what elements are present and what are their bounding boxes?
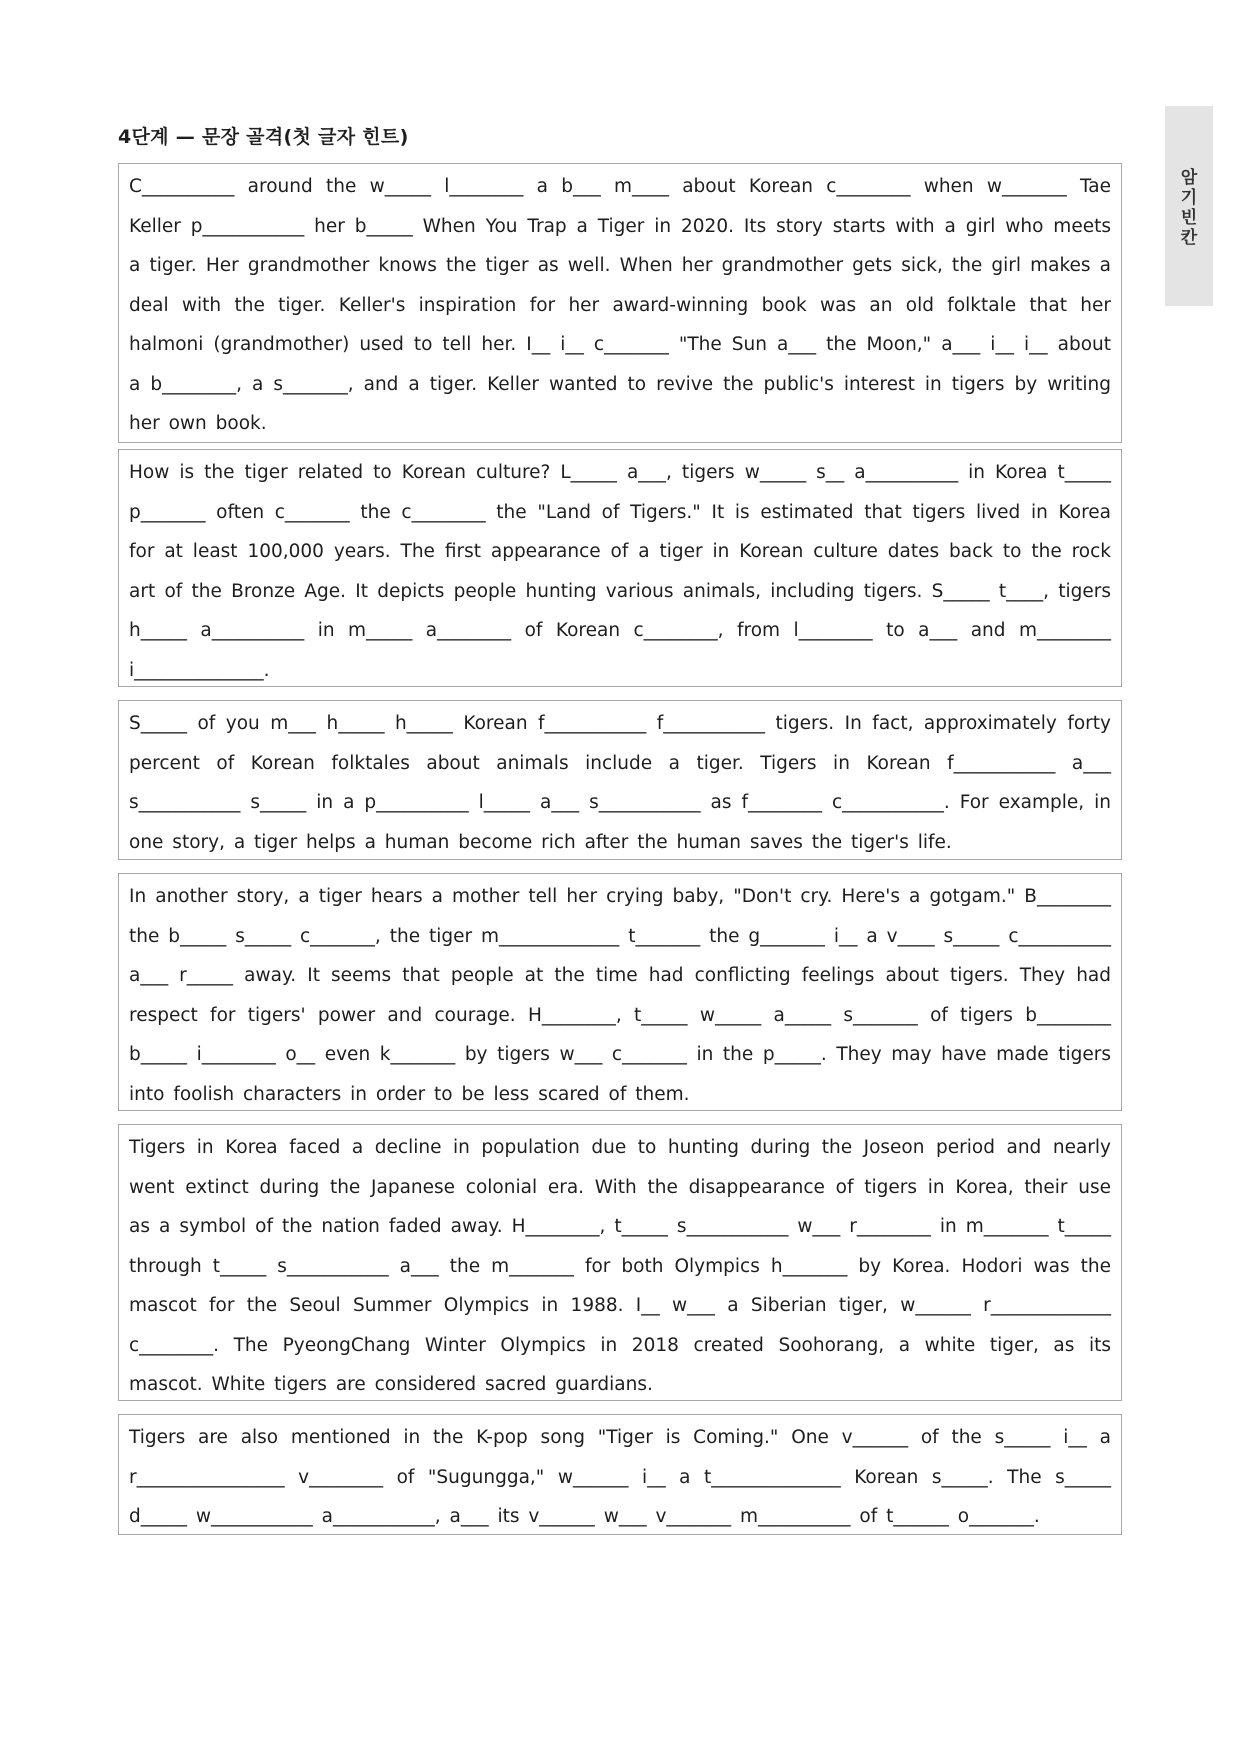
passage-box-5: Tigers in Korea faced a decline in population due to hunting during the Joseon period and nearly went extinct during the Japanese colonial era. With the disappearance of tigers in Korea, their use as a symbol of the nation faded away. H________, t_____ s___________ w___ r________ in m_______ t_____ through t_____ s___________ a___ the m_______ for both Olympics h_______ by Korea. Hodori was the mascot for the Seoul Summer Olympics in 1988. I__ w___ a Siberian tiger, w______ r_____________ c________. The PyeongChang Winter Olympics in 2018 created Soohorang, a white tiger, as its mascot. White tigers are considered sacred guardians. — [118, 1124, 1122, 1401]
side-tab — [1165, 106, 1213, 306]
passage-box-3: S_____ of you m___ h_____ h_____ Korean f___________ f___________ tigers. In fact, approximately forty percent of Korean folktales about animals include a tiger. Tigers in Korean f___________ a___ s___________ s_____ in a p__________ l_____ a___ s___________ as f________ c___________. For example, in one story, a tiger helps a human become rich after the human saves the tiger's life. — [118, 700, 1122, 860]
page-heading: 4단계 — 문장 골격(첫 글자 힌트) — [118, 126, 409, 148]
passage-box-6: Tigers are also mentioned in the K-pop song "Tiger is Coming." One v______ of the s_____ i__ a r________________ v________ of "Sugungga," w______ i__ a t______________ Korean s_____. The s_____ d_____ w___________ a___________, a___ its v______ w___ v_______ m__________ of t______ o_______. — [118, 1414, 1122, 1535]
side-tab-label: 암 기 빈 칸 — [1180, 168, 1198, 248]
passage-box-4: In another story, a tiger hears a mother tell her crying baby, "Don't cry. Here's a gotgam." B________ the b_____ s_____ c_______, the tiger m_____________ t_______ the g_______ i__ a v____ s_____ c__________ a___ r_____ away. It seems that people at the time had conflicting feelings about tigers. They had respect for tigers' power and courage. H________, t_____ w_____ a_____ s_______ of tigers b________ b_____ i________ o__ even k_______ by tigers w___ c_______ in the p_____. They may have made tigers into foolish characters in order to be less scared of them. — [118, 873, 1122, 1111]
passage-box-2: How is the tiger related to Korean culture? L_____ a___, tigers w_____ s__ a__________ in Korea t_____ p_______ often c_______ the c________ the "Land of Tigers." It is estimated that tigers lived in Korea for at least 100,000 years. The first appearance of a tiger in Korean culture dates back to the rock art of the Bronze Age. It depicts people hunting various animals, including tigers. S_____ t____, tigers h_____ a__________ in m_____ a________ of Korean c________, from l________ to a___ and m________ i______________. — [118, 449, 1122, 687]
passage-box-1: C__________ around the w_____ l________ a b___ m____ about Korean c________ when w_______ Tae Keller p___________ her b_____ When You Trap a Tiger in 2020. Its story starts with a girl who meets a tiger. Her grandmother knows the tiger as well. When her grandmother gets sick, the girl makes a deal with the tiger. Keller's inspiration for her award-winning book was an old folktale that her halmoni (grandmother) used to tell her. I__ i__ c_______ "The Sun a___ the Moon," a___ i__ i__ about a b________, a s_______, and a tiger. Keller wanted to revive the public's interest in tigers by writing her own book. — [118, 163, 1122, 443]
